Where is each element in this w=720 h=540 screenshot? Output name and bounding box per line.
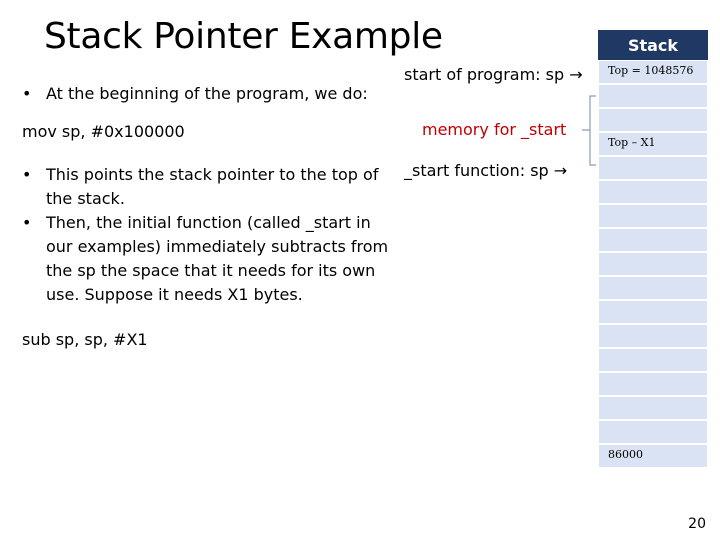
start-function-text: _start function: sp bbox=[404, 161, 549, 180]
stack-cell: Top – X1 bbox=[598, 132, 708, 156]
stack-cell: 86000 bbox=[598, 444, 708, 468]
stack-cell bbox=[598, 348, 708, 372]
stack-cell bbox=[598, 372, 708, 396]
page-number: 20 bbox=[688, 516, 706, 532]
stack-header: Stack bbox=[598, 30, 708, 60]
stack-cell bbox=[598, 396, 708, 420]
arrow-right-icon: → bbox=[553, 161, 568, 180]
stack-cell bbox=[598, 276, 708, 300]
stack-cell bbox=[598, 180, 708, 204]
bullet-list-1 bbox=[22, 82, 394, 106]
stack-cell bbox=[598, 300, 708, 324]
bullet-dot: • bbox=[22, 84, 32, 103]
brace-icon bbox=[580, 95, 600, 167]
stack-cell bbox=[598, 108, 708, 132]
stack-cell bbox=[598, 84, 708, 108]
bullet-item bbox=[22, 163, 394, 211]
start-function-label bbox=[404, 159, 567, 183]
code-line-mov: mov sp, #0x100000 bbox=[22, 122, 185, 141]
stack-cell: Top = 1048576 bbox=[598, 60, 708, 84]
bullet-dot: • bbox=[22, 213, 32, 232]
stack-cell bbox=[598, 156, 708, 180]
slide-title: Stack Pointer Example bbox=[44, 16, 443, 57]
stack-cell bbox=[598, 324, 708, 348]
stack-cell bbox=[598, 228, 708, 252]
stack-cell bbox=[598, 420, 708, 444]
memory-for-start-label: memory for _start bbox=[422, 120, 567, 139]
bullet-item bbox=[22, 211, 394, 307]
code-line-sub: sub sp, sp, #X1 bbox=[22, 330, 148, 349]
stack-diagram bbox=[598, 30, 708, 468]
bullet-text: This points the stack pointer to the top of the stack. bbox=[46, 165, 379, 208]
bullet-dot: • bbox=[22, 165, 32, 184]
bullet-text: At the beginning of the program, we do: bbox=[46, 84, 368, 103]
arrow-right-icon: → bbox=[569, 65, 583, 84]
bullet-item bbox=[22, 82, 394, 106]
start-of-program-label bbox=[404, 63, 583, 87]
stack-cells bbox=[598, 60, 708, 468]
bullet-text: Then, the initial function (called _start in our examples) immediately subtracts from the sp the space that it needs for its own use. Suppose it needs X1 bytes. bbox=[46, 213, 389, 304]
bullet-list-2 bbox=[22, 163, 394, 307]
stack-cell bbox=[598, 252, 708, 276]
stack-cell bbox=[598, 204, 708, 228]
start-of-program-text: start of program: sp bbox=[404, 65, 565, 84]
